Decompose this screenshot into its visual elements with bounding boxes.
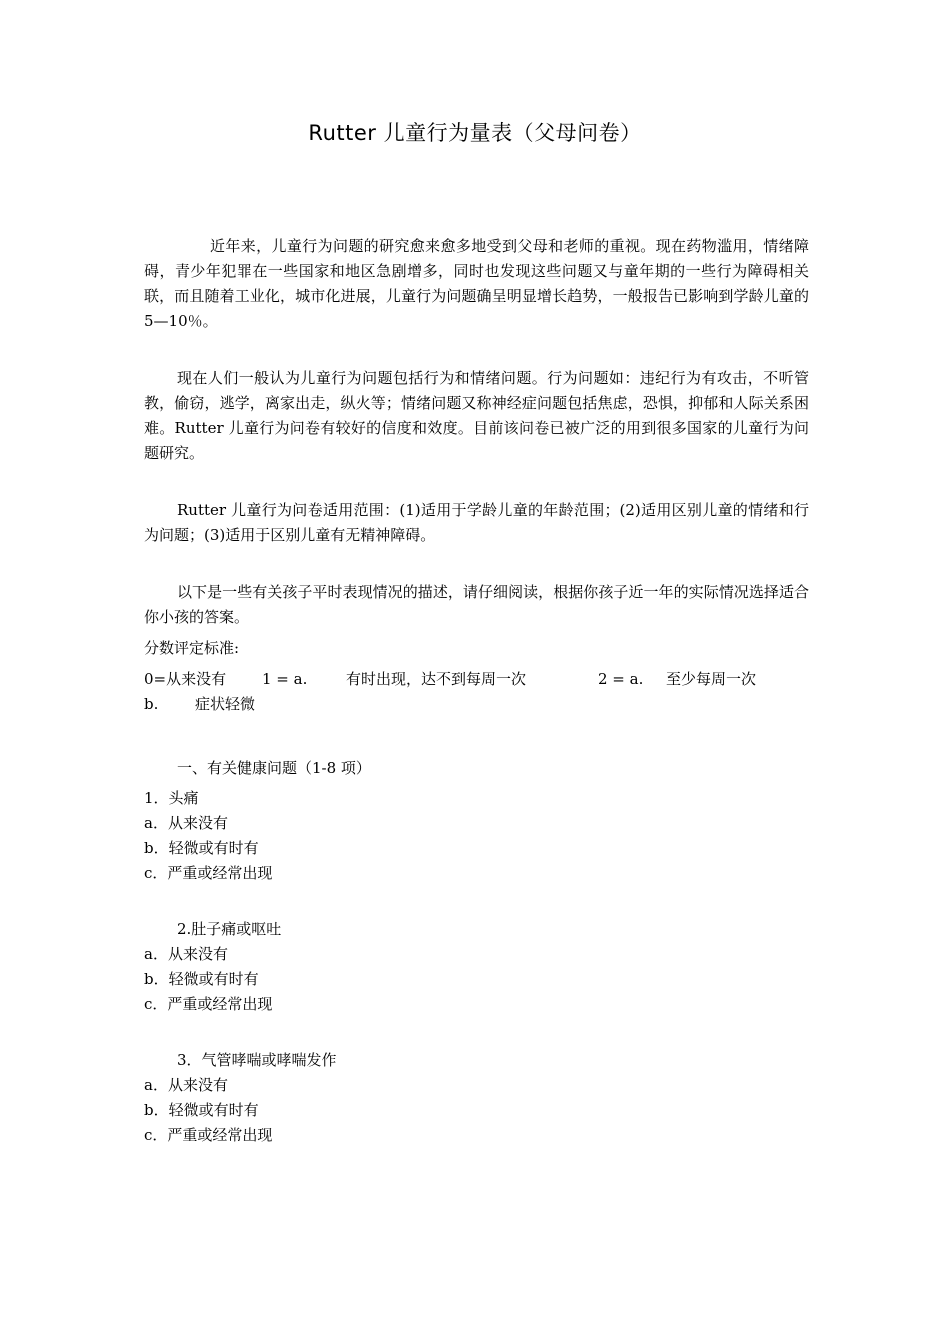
intro-paragraph-2: 现在人们一般认为儿童行为问题包括行为和情绪问题。行为问题如：违纪行为有攻击，不听管教，偷窃，逃学，离家出走，纵火等；情绪问题又称神经症问题包括焦虑，恐惧，抑郁和人际关系困难。Rutter 儿童行为问卷有较好的信度和效度。目前该问卷已被广泛的用到很多国家的儿童行为问题研究。 <box>144 369 809 462</box>
scoring-level-1-key: 1 = a. <box>262 670 308 688</box>
question-title: 2.肚子痛或呕吐 <box>177 920 282 938</box>
question-option: b．轻微或有时有 <box>144 1101 259 1119</box>
question-option: c．严重或经常出现 <box>144 864 273 882</box>
question-option: c．严重或经常出现 <box>144 995 273 1013</box>
question-option: b．轻微或有时有 <box>144 839 259 857</box>
scoring-heading: 分数评定标准: <box>144 639 240 657</box>
intro-paragraph-4: 以下是一些有关孩子平时表现情况的描述，请仔细阅读，根据你孩子近一年的实际情况选择适合你小孩的答案。 <box>144 583 809 626</box>
intro-paragraph-3: Rutter 儿童行为问卷适用范围：(1)适用于学龄儿童的年龄范围；(2)适用区别儿童的情绪和行为问题；(3)适用于区别儿童有无精神障碍。 <box>144 501 809 544</box>
question-option: a．从来没有 <box>144 945 228 963</box>
scoring-level-0: 0=从来没有 <box>144 670 227 688</box>
question-option: b．轻微或有时有 <box>144 970 259 988</box>
question-title: 3．气管哮喘或哮喘发作 <box>177 1051 337 1069</box>
scoring-level-2-key: 2 = a. <box>598 670 644 688</box>
section-heading: 一、有关健康问题（1-8 项） <box>177 759 371 777</box>
scoring-level-1-text: 有时出现，达不到每周一次 <box>346 670 527 688</box>
page-title: Rutter 儿童行为量表（父母问卷） <box>308 121 642 145</box>
question-title: 1．头痛 <box>144 789 199 807</box>
intro-paragraph-1: 近年来，儿童行为问题的研究愈来愈多地受到父母和老师的重视。现在药物滥用，情绪障碍，青少年犯罪在一些国家和地区急剧增多，同时也发现这些问题又与童年期的一些行为障碍相关联，而且随着工业化，城市化进展，儿童行为问题确呈明显增长趋势，一般报告已影响到学龄儿童的 5—10％。 <box>144 237 809 330</box>
scoring-b-text: 症状轻微 <box>195 695 256 713</box>
question-option: c．严重或经常出现 <box>144 1126 273 1144</box>
scoring-b-key: b. <box>144 695 159 713</box>
scoring-level-2-text: 至少每周一次 <box>666 670 757 688</box>
question-option: a．从来没有 <box>144 814 228 832</box>
question-option: a．从来没有 <box>144 1076 228 1094</box>
